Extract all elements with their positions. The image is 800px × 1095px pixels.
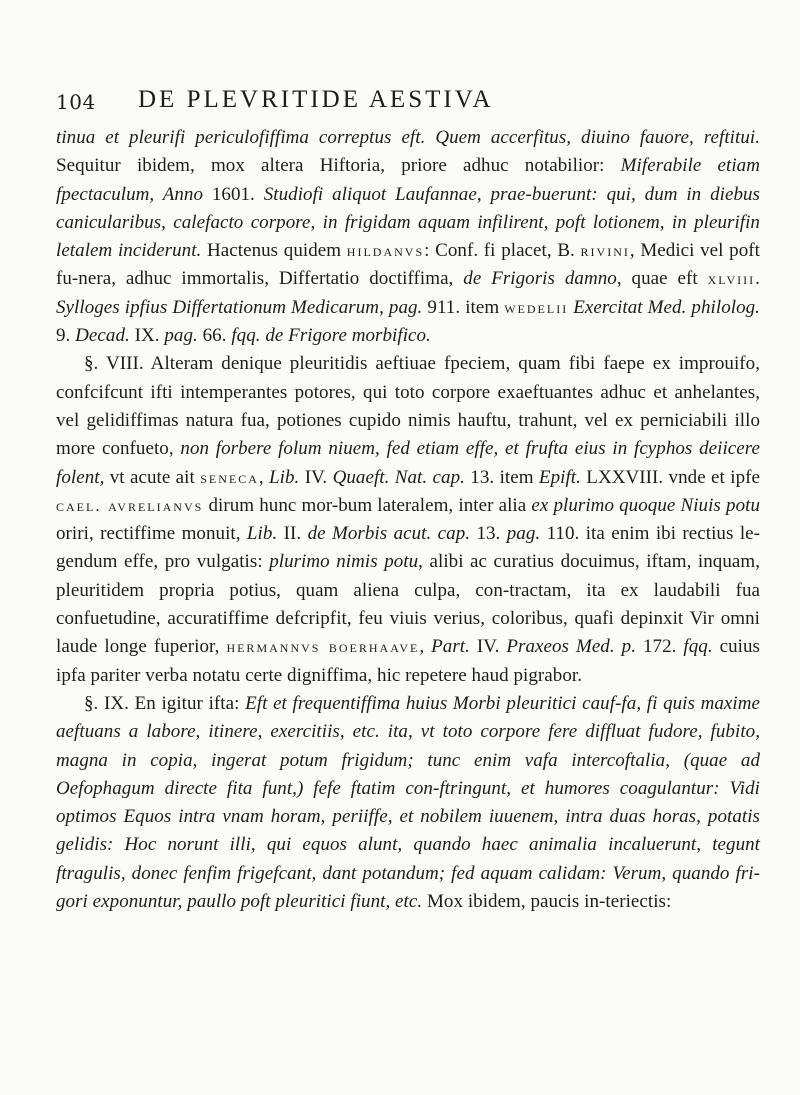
small-caps-run: seneca [200, 467, 259, 487]
italic-run: Epift. [538, 466, 581, 488]
italic-run: tinua et pleurifi periculofiffima correptus eft. Quem accerfitus, diuino fauore, reftitui. [56, 127, 760, 148]
text-run: 1601. [203, 183, 264, 205]
text-run: 172. [636, 636, 684, 658]
text-run: 66. [197, 325, 232, 347]
running-head [56, 70, 760, 114]
italic-run: ex plurimo quoque Niuis potu [531, 494, 760, 516]
small-caps-run: xlviii [707, 269, 756, 289]
text-run: 9. [56, 325, 76, 347]
text-run: IV. [469, 636, 507, 658]
text-run: Mox ibidem, paucis in-teriectis: [422, 891, 672, 913]
text-run: , alibi ac curatius docuimus, iftam, inquam, pleuritidem propria potius, quam aliena culpa, con-tractam, ita ex laudabili fua confuetudine, accuratiffime defcripfit, feu viuis verius, coloribus, quafi depinxit Vir omni laude longe fuperior, [56, 551, 760, 658]
text-run: cuius ipfa pariter verba notatu certe digniffima, hic repetere haud pigrabor. [56, 636, 760, 686]
paragraph-continuation [56, 124, 760, 350]
italic-run: Studiofi aliquot Laufannae, prae-buerunt: qui, dum in diebus canicularibus, calefacto corpore, in frigidam aquam infilirent, poft lotionem, in pleurifin letalem inciderunt. [56, 183, 760, 262]
small-caps-run: hermannvs boerhaave [226, 637, 420, 657]
small-caps-run: rivini [580, 241, 630, 261]
text-run: dirum hunc mor-bum lateralem, inter alia [203, 494, 532, 516]
text-run: vt acute ait [104, 466, 201, 488]
text-run: IV. [299, 466, 333, 488]
body-text [56, 124, 760, 916]
running-title: DE PLEVRITIDE AESTIVA [138, 86, 494, 113]
italic-run: pag. [164, 325, 198, 347]
italic-run: Miferabile etiam fpectaculum, Anno [56, 155, 760, 205]
italic-run: Quaeft. Nat. cap. [332, 466, 465, 488]
italic-run: Praxeos Med. p. [506, 636, 636, 658]
italic-run: pag. [506, 523, 541, 545]
small-caps-run: hildanvs [346, 241, 425, 261]
page-number: 104 [56, 90, 96, 114]
italic-run: de Morbis acut. cap. [307, 523, 471, 545]
text-run: . [755, 268, 760, 290]
text-run: oriri, rectiffime monuit, [56, 523, 247, 545]
paragraph-section-viii [56, 350, 760, 690]
text-run: §. VIII. Alteram denique pleuritidis aeftiuae fpeciem, quam fibi faepe ex improuifo, confcifcunt ifti intemperantes potores, qui toto corpore exaeftuantes adhuc et anhelantes, vel gelidiffimas natura fua, potiones cupido nimis hauftu, trahunt, vel ex perniciabili illo more confueto, [56, 353, 760, 460]
italic-run: fqq. [683, 636, 713, 658]
text-run: Sequitur ibidem, mox altera Hiftoria, priore adhuc notabilior: [56, 155, 621, 177]
italic-run: non forbere folum niuem, fed etiam effe, et frufta eius in fcyphos deiicere folent, [56, 438, 760, 488]
italic-run: Exercitat Med. philolog. [573, 296, 760, 318]
paragraph-section-ix [56, 690, 760, 916]
text-run: , quae eft [616, 268, 708, 290]
italic-run: de Frigoris damno [463, 268, 617, 290]
text-run: 110. ita enim ibi rectius le-gendum effe, pro vulgatis: [56, 523, 761, 573]
italic-run: Lib. [246, 523, 278, 545]
text-run: 13. [470, 523, 507, 545]
italic-run: plurimo nimis potu [269, 551, 419, 573]
italic-run: Decad. [75, 325, 130, 347]
text-run: 911. item [422, 296, 505, 318]
italic-run: Part. [431, 636, 470, 658]
text-run: , Medici vel poft fu-nera, adhuc immortalis, Differtatio doctiffima, [56, 240, 760, 290]
text-run: IX. [129, 325, 165, 347]
text-run: §. IX. En igitur ifta: [84, 692, 246, 714]
text-run: , [258, 466, 270, 488]
text-run: Hactenus quidem [201, 240, 347, 262]
text-run: II. [277, 523, 308, 545]
small-caps-run: wedelii [504, 297, 569, 317]
small-caps-run: cael. avrelianvs [56, 495, 204, 515]
italic-run: Eft et frequentiffima huius Morbi pleuritici cauf-fa, fi quis maxime aeftuans a labore, itinere, exercitiis, etc. ita, vt toto corpore fere diffluat fudore, fubito, magna in copia, ingerat potum frigidum; tunc enim vafa intercoftalia, (quae ad Oefophagum directe fita funt,) fefe ftatim con-ftringunt, et humores coagulantur: Vidi optimos Equos intra vnam horam, periiffe, et nobilem iuuenem, intra duas horas, potatis gelidis: Hoc norunt illi, qui equos alunt, quando haec animalia incaluerunt, tegunt ftragulis, donec fenfim frigefcant, dant potandum; fed aquam calidam: Verum, quando fri-gori exponuntur, paullo poft pleuritici fiunt, etc. [56, 692, 761, 913]
text-run: , [419, 636, 432, 658]
text-run: : Conf. fi placet, B. [424, 240, 581, 262]
italic-run: Sylloges ipfius Differtationum Medicarum, pag. [56, 296, 423, 318]
italic-run: Lib. [269, 466, 300, 488]
italic-run: fqq. de Frigore morbifico. [231, 325, 431, 347]
text-run: LXXVIII. vnde et ipfe [580, 466, 760, 488]
text-run: 13. item [464, 466, 539, 488]
